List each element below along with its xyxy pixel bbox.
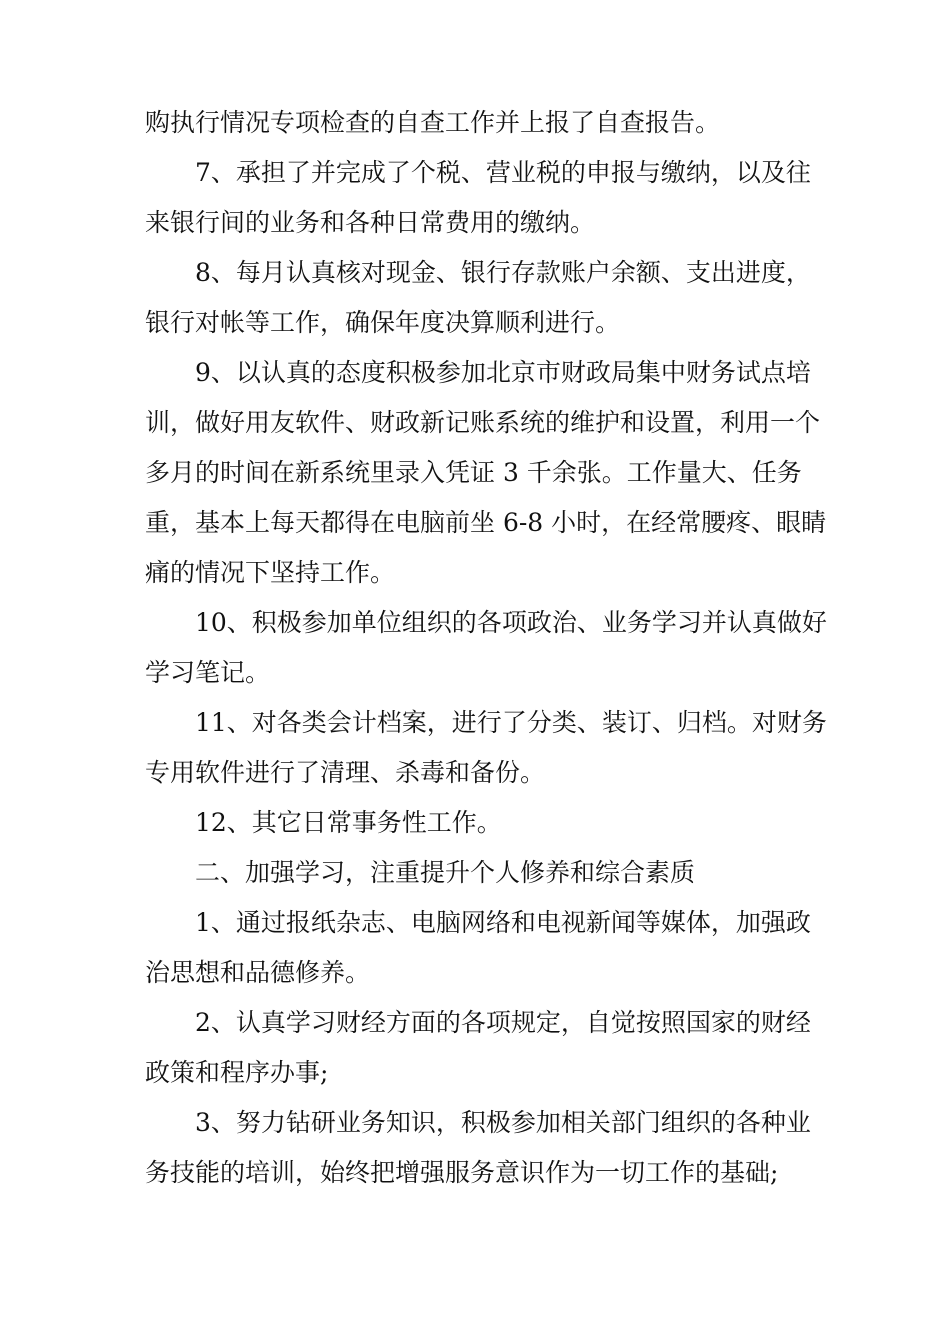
paragraph-10: 2、认真学习财经方面的各项规定，自觉按照国家的财经政策和程序办事; — [145, 1008, 811, 1087]
document-body — [145, 98, 835, 1198]
paragraph-7: 12、其它日常事务性工作。 — [195, 808, 502, 837]
paragraph-1: 购执行情况专项检查的自查工作并上报了自查报告。 — [145, 108, 721, 137]
paragraph-5: 10、积极参加单位组织的各项政治、业务学习并认真做好学习笔记。 — [145, 608, 827, 687]
paragraph-4: 9、以认真的态度积极参加北京市财政局集中财务试点培训，做好用友软件、财政新记账系统的维护和设置，利用一个多月的时间在新系统里录入凭证 3 千余张。工作量大、任务重，基本上每天都得在电脑前坐 6-8 小时，在经常腰疼、眼睛痛的情况下坚持工作。 — [145, 358, 827, 587]
paragraph-9: 1、通过报纸杂志、电脑网络和电视新闻等媒体，加强政治思想和品德修养。 — [145, 908, 811, 987]
paragraph-11: 3、努力钻研业务知识，积极参加相关部门组织的各种业务技能的培训，始终把增强服务意识作为一切工作的基础; — [145, 1108, 811, 1187]
paragraph-6: 11、对各类会计档案，进行了分类、装订、归档。对财务专用软件进行了清理、杀毒和备份。 — [145, 708, 827, 787]
paragraph-3: 8、每月认真核对现金、银行存款账户余额、支出进度，银行对帐等工作，确保年度决算顺利进行。 — [145, 258, 811, 337]
section-heading: 二、加强学习，注重提升个人修养和综合素质 — [195, 858, 696, 887]
paragraph-2: 7、承担了并完成了个税、营业税的申报与缴纳，以及往来银行间的业务和各种日常费用的缴纳。 — [145, 158, 811, 237]
